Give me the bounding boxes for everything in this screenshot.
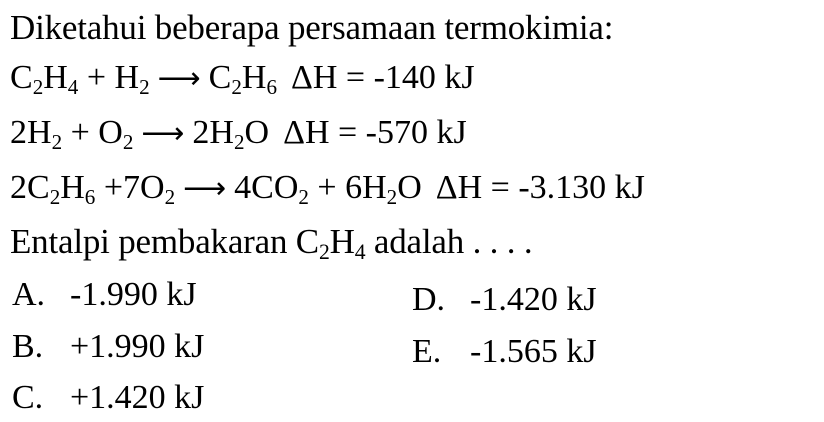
equation-3: [10, 168, 645, 209]
equation-2: [10, 113, 467, 154]
question-prompt: [10, 222, 533, 265]
option-b-value: +1.990 kJ: [70, 328, 205, 365]
option-a-value: -1.990 kJ: [70, 276, 197, 313]
formula-text: 2H: [192, 114, 234, 151]
formula-subscript: 2: [32, 74, 44, 99]
option-e[interactable]: [412, 332, 597, 372]
products: [209, 58, 277, 98]
formula-subscript: 2: [49, 184, 61, 209]
formula-subscript: 4: [67, 74, 79, 99]
option-c-letter: C.: [12, 379, 44, 416]
reaction-arrow: ⟶: [157, 61, 201, 96]
formula-subscript: 2: [233, 129, 245, 154]
formula-subscript: 2: [298, 184, 309, 209]
products: [234, 168, 422, 208]
prompt-suffix: adalah . . . .: [365, 222, 533, 261]
enthalpy-change: ΔH = -3.130 kJ: [435, 169, 645, 206]
formula-subscript: 6: [266, 74, 277, 99]
option-d-letter: D.: [412, 281, 446, 318]
prompt-mid: H: [329, 222, 355, 261]
formula-text: O: [397, 169, 422, 206]
formula-subscript: 2: [139, 74, 150, 99]
enthalpy-change: ΔH = -570 kJ: [283, 114, 467, 151]
formula-text: C: [208, 59, 232, 96]
formula-text: 2H: [10, 114, 52, 151]
formula-text: + H: [78, 59, 140, 96]
equation-1: [10, 58, 475, 99]
enthalpy-change: ΔH = -140 kJ: [290, 59, 475, 96]
prompt-prefix: Entalpi pembakaran C: [10, 222, 319, 261]
option-d-value: -1.420 kJ: [470, 281, 597, 318]
question-intro: Diketahui beberapa persamaan termokimia:: [10, 8, 614, 47]
reactants: [10, 113, 133, 153]
reaction-arrow: ⟶: [141, 116, 185, 151]
reactants: [10, 58, 150, 98]
prompt-subscript-2: 4: [354, 240, 366, 265]
formula-subscript: 2: [51, 129, 63, 154]
option-b-letter: B.: [12, 328, 44, 365]
option-b[interactable]: [12, 327, 204, 367]
formula-text: +7O: [95, 169, 165, 206]
formula-text: O: [244, 114, 270, 151]
formula-subscript: 2: [231, 74, 242, 99]
option-c-value: +1.420 kJ: [70, 379, 205, 416]
option-e-value: -1.565 kJ: [470, 333, 597, 370]
formula-text: + 6H: [308, 169, 387, 206]
formula-text: H: [241, 59, 267, 96]
option-d[interactable]: [412, 280, 597, 320]
reactants: [10, 168, 175, 208]
formula-subscript: 6: [84, 184, 96, 209]
prompt-subscript-1: 2: [318, 240, 330, 265]
products: [192, 113, 269, 153]
formula-text: C: [10, 59, 33, 96]
formula-text: 4CO: [234, 169, 299, 206]
formula-text: H: [43, 59, 68, 96]
formula-subscript: 2: [386, 184, 398, 209]
formula-text: 2C: [10, 169, 50, 206]
option-e-letter: E.: [412, 333, 442, 370]
formula-text: H: [60, 169, 85, 206]
formula-text: + O: [62, 114, 123, 151]
formula-subscript: 2: [122, 129, 134, 154]
reaction-arrow: ⟶: [183, 171, 227, 206]
option-a-letter: A.: [12, 276, 46, 313]
option-c[interactable]: [12, 378, 204, 418]
formula-subscript: 2: [164, 184, 176, 209]
option-a[interactable]: [12, 275, 197, 315]
